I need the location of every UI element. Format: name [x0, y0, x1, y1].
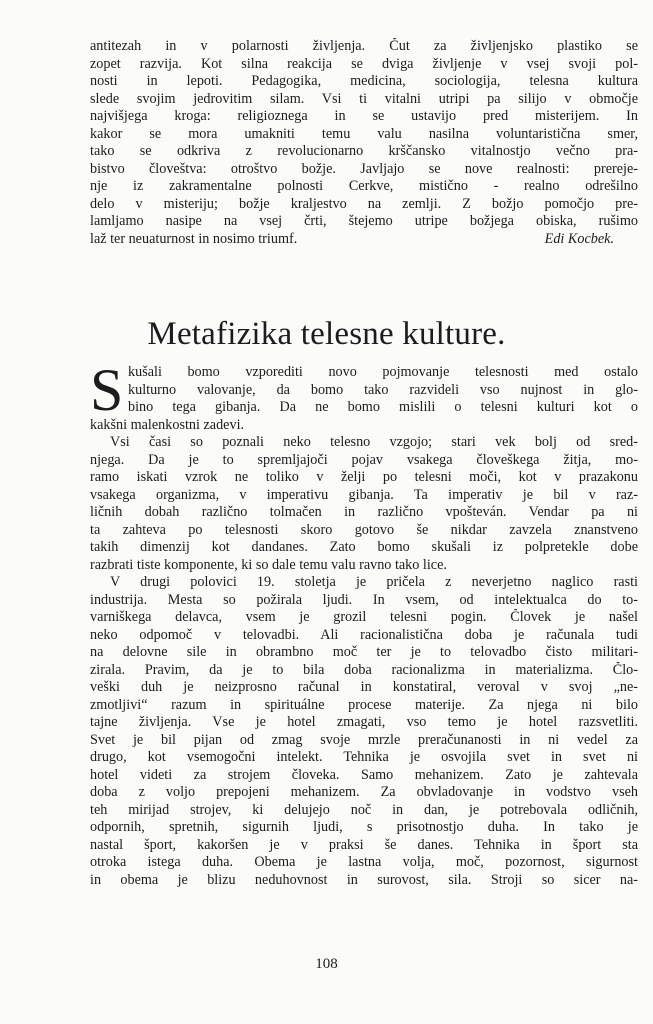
- text-line: takih dimenzij kot dandanes. Zato bomo skušali iz polpretekle dobe: [90, 539, 638, 555]
- text-line: odpornih, spretnih, sigurnih ljudi, s prisotnostjo duha. In tako je: [90, 819, 638, 835]
- text-line: varniškega delavca, vsem je grozil telesni pogin. Človek je našel: [90, 609, 638, 625]
- text-line: otroka istega duha. Obema je lastna volja, moč, pozornost, sigurnost: [90, 854, 638, 870]
- text-line: slede svojim jedrovitim silam. Vsi ti vitalni utripi pa silijo v območje: [90, 90, 638, 107]
- closing-text: laž ter neuaturnost in nosimo triumf.: [90, 230, 298, 247]
- text-line: in obema je blizu neduhovnost in surovost, sila. Stroji so sicer na-: [90, 871, 638, 888]
- text-line: najvišjega kroga: religioznega in se ustavijo pred misterijem. In: [90, 108, 638, 124]
- text-line: njega. Da je to spremljajoči pojav vsakega človeškega žitja, mo-: [90, 451, 638, 468]
- article-body: [90, 357, 638, 889]
- text-line: kakor se mora umakniti temu valu nasilna voluntaristična smer,: [90, 125, 638, 142]
- text-line: drugo, kot vsemogočni intelekt. Tehnika je osvojila svet in svet ni: [90, 749, 638, 765]
- text-line: tako se odkriva z revolucionarno krščansko vitalnostjo večno pra-: [90, 143, 638, 159]
- text-line: zopet razvija. Kot silna reakcija se dviga življenje v vsej svoji pol-: [90, 55, 638, 72]
- text-line: neko odpomoč v telovadbi. Ali racionalistična doba je računala tudi: [90, 626, 638, 643]
- page-number: 108: [315, 956, 338, 972]
- author-signature: Edi Kocbek.: [544, 230, 614, 247]
- text-line: nje iz zakramentalne polnosti Cerkve, mistično - realno odrešilno: [90, 178, 638, 194]
- text-line: kušali bomo vzporediti novo pojmovanje telesnosti med ostalo: [128, 364, 638, 380]
- text-line: hotel videti za strojem človeka. Samo mehanizem. Zato je zahtevala: [90, 766, 638, 783]
- text-line: kakšni malenkostni zadevi.: [90, 416, 245, 433]
- drop-cap: S: [90, 357, 124, 423]
- text-line: industrija. Mesta so požirala ljudi. In vsem, od intelektualca do to-: [90, 591, 638, 608]
- text-line: bistvo človeštva: otroštvo božje. Javljajo se nove realnosti: prereje-: [90, 160, 638, 177]
- text-line: ta zahteva po telesnosti skoro gotovo še nikdar zavzela znanstveno: [90, 521, 638, 538]
- top-section: [90, 38, 638, 248]
- text-line: V drugi polovici 19. stoletja je pričela z neverjetno naglico rasti: [110, 574, 638, 590]
- text-line: nastal šport, kakoršen je v praksi še danes. Tehnika in šport sta: [90, 836, 638, 853]
- text-line: kulturno valovanje, da bomo tako razvideli vso nujnost in glo-: [128, 381, 638, 398]
- text-line: delo v misteriju; božje kraljestvo na zemlji. Z božjo pomočjo pre-: [90, 195, 638, 212]
- text-line: ramo iskati vzrok ne toliko v želji po telesni moči, kot v prazakonu: [90, 469, 638, 485]
- closing-line: [90, 231, 638, 249]
- text-line: nosti in lepoti. Pedagogika, medicina, sociologija, telesna kultura: [90, 73, 638, 89]
- text-line: razbrati tiste komponente, ki so dale temu valu ravno tako lice.: [90, 556, 447, 573]
- text-line: zmotljivi“ razum in spirituálne procese materije. Za njega ni bilo: [90, 696, 638, 713]
- text-line: zirala. Pravim, da je to bila doba racionalizma in materializma. Člo-: [90, 661, 638, 678]
- text-line: vsakega organizma, v imperativu gibanja. Ta imperativ je bil v raz-: [90, 486, 638, 503]
- text-line: lamljamo nasipe na vsej črti, štejemo utripe božjega obiska, rušimo: [90, 213, 638, 229]
- text-line: tajne življenja. Vse je hotel zmagati, vso temo je hotel razsvetliti.: [90, 714, 638, 730]
- text-line: veški duh je neizprosno računal in konstatiral, veroval v svoj „ne-: [90, 679, 638, 695]
- text-line: ličnih dobah različno tolmačen in različno vpošteván. Vendar pa ni: [90, 504, 638, 520]
- text-line: Vsi časi so poznali neko telesno vzgojo; stari vek bolj od sred-: [110, 434, 638, 450]
- text-line: na delovne sile in obrambno moč ter je to telovadbo čisto militari-: [90, 644, 638, 660]
- text-line: teh mirijad strojev, ki delujejo noč in dan, je potrebovala odličnih,: [90, 801, 638, 818]
- text-line: Svet je bil pijan od zmag svoje mrzle preračunanosti in ni vedel za: [90, 731, 638, 748]
- text-line: doba z voljo prepojeni mehanizem. Za obvladovanje in vodstvo vseh: [90, 784, 638, 800]
- text-line: antitezah in v polarnosti življenja. Čut za življenjsko plastiko se: [90, 38, 638, 54]
- text-line: bino tega gibanja. Da ne bomo mislili o telesni kulturi kot o: [128, 399, 638, 415]
- article-title: Metafizika telesne kulture.: [147, 316, 506, 352]
